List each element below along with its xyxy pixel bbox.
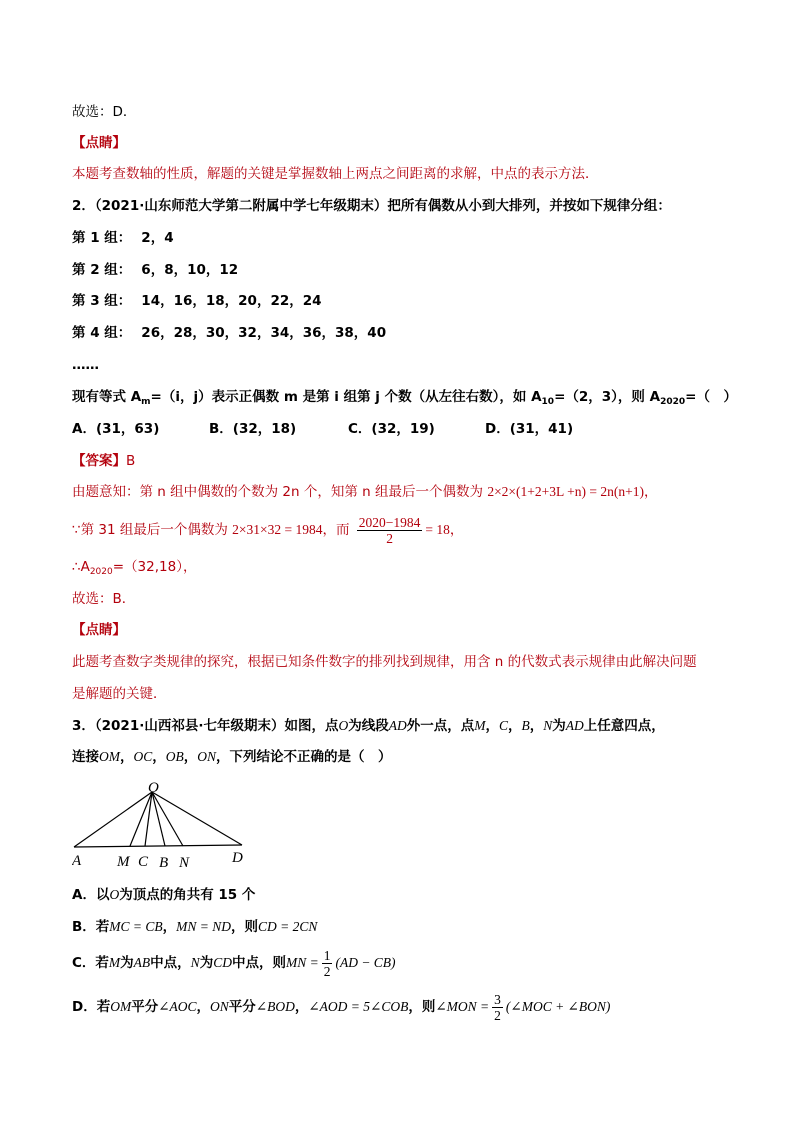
option-b: B．(32，18) [209,421,297,437]
q2-condition [72,387,737,412]
equation: (∠MOC + ∠BON) [505,999,611,1014]
fraction-denominator: 2 [323,963,331,979]
solution-text: =（32,18）， [112,559,197,575]
comma: ， [152,749,166,765]
option-text: 平分 [131,999,159,1015]
equation: MC = CB [109,919,163,934]
q2-solution-end: 故选：B． [72,591,136,607]
option-text: 中点， [150,955,191,971]
comma: ， [485,718,499,734]
stem-text: ，下列结论不正确的是（ ） [216,749,392,765]
q2-group-2 [72,260,238,280]
subscript-m: m [141,397,151,407]
option-text: ，则 [231,919,259,935]
q2-solution-line-2 [72,514,463,546]
cond-part: =（2，3），则 A [554,389,661,405]
label-m: M [117,854,130,870]
solution-formula: 2×31×32 = 1984 [232,522,323,537]
segment-ad: AD [565,718,584,733]
fraction [357,515,423,546]
label-n: N [179,855,190,871]
segment-cd: CD [213,955,232,970]
stem-text: 上任意四点， [583,718,665,734]
equation: MN = ND [176,919,232,934]
option-text: 平分 [228,999,256,1015]
segment-od [152,792,242,845]
subscript-2020: 2020 [89,567,113,577]
q2-answer [72,451,135,471]
ray-ob: OB [165,749,184,764]
label-b: B [159,855,169,871]
solution-text: ，而 [322,522,350,538]
option-a: A．(31，63) [72,421,160,437]
option-text: 为 [199,955,214,971]
q2-ellipsis: …… [72,357,99,373]
stem-text: 为线段 [348,718,389,734]
label-d: D [232,850,243,866]
segment-on [152,792,183,846]
segment-ob [152,792,165,846]
q2-solution-line-3 [72,557,196,582]
point-n: N [543,718,553,733]
group-label: 第 3 组： [72,293,132,309]
equation: ∠AOD = 5∠COB [308,999,409,1014]
option-text: D．若 [72,999,111,1015]
answer-value: B [126,453,136,469]
q2-comment-line-2: 是解题的关键． [72,686,167,702]
q2-stem: 2．（2021·山东师范大学第二附属中学七年级期末）把所有偶数从小到大排列，并按如下规律分组： [72,198,671,214]
segment-ab: AB [133,955,151,970]
answer-tag: 【答案】 [72,453,126,469]
fraction-half [322,948,333,979]
point-m: M [108,955,121,970]
equation: (AD − CB) [335,955,396,970]
fraction-denominator: 2 [494,1007,501,1023]
stem-text: 3．（2021·山西祁县·七年级期末）如图，点 [72,718,339,734]
q2-group-3 [72,291,322,311]
angle-bod: ∠BOD [255,999,295,1014]
option-c: C．(32，19) [348,421,435,437]
segment-ad: AD [388,718,407,733]
fraction-numerator: 3 [494,991,501,1007]
comma: ， [294,999,309,1015]
q3-stem-line-1 [72,716,665,736]
q3-option-b [72,917,317,937]
label-a: A [72,853,82,869]
cond-part: =（ ） [685,389,737,405]
fraction-numerator: 2020−1984 [358,514,421,530]
ray-om: OM [110,999,132,1014]
stem-text: 外一点，点 [406,718,475,734]
group-numbers: 2，4 [141,230,174,246]
equation: ∠MON = [435,999,490,1014]
comma: ， [183,749,198,765]
comment-tag: 【点睛】 [72,135,126,151]
point-o: O [109,887,120,902]
option-text: 为顶点的角共有 15 个 [119,887,256,903]
option-text: A．以 [72,887,110,903]
point-b: B [521,718,530,733]
ray-on: ON [197,749,217,764]
q3-option-a [72,885,255,905]
equation: MN = [285,955,319,970]
fraction-numerator: 1 [323,947,331,963]
geometry-figure [72,780,262,875]
point-n: N [190,955,200,970]
group-numbers: 14，16，18，20，22，24 [141,293,322,309]
fraction-denominator: 2 [386,530,393,546]
ray-om: OM [99,749,120,764]
solution-formula: = 18， [425,522,464,537]
q3-stem-line-2 [72,747,392,767]
solution-text: ∴A [72,559,90,575]
comma: ， [162,919,177,935]
ray-oc: OC [133,749,153,764]
group-label: 第 4 组： [72,325,132,341]
q3-option-c [72,947,396,979]
group-numbers: 6，8，10，12 [141,262,239,278]
q3-option-d [72,991,610,1023]
comment-text: 本题考查数轴的性质，解题的关键是掌握数轴上两点之间距离的求解，中点的表示方法． [72,166,599,182]
stem-text: 为 [552,718,566,734]
q2-group-4 [72,323,386,343]
label-o: O [148,780,159,796]
previous-answer-line: 故选：D． [72,104,137,120]
fraction-three-halves [492,992,503,1023]
point-c: C [498,718,508,733]
label-c: C [138,854,149,870]
option-text: 为 [120,955,134,971]
group-label: 第 2 组： [72,262,132,278]
solution-text: ∵第 31 组最后一个偶数为 [72,522,228,538]
option-text: ，则 [408,999,436,1015]
cond-part: 现有等式 A [72,389,142,405]
subscript-10: 10 [541,397,555,407]
option-text: 中点，则 [231,955,286,971]
point-m: M [474,718,486,733]
solution-formula: 2×2×(1+2+3L +n) = 2n(n+1)， [487,484,658,499]
equation: CD = 2CN [258,919,318,934]
group-label: 第 1 组： [72,230,132,246]
solution-text: 由题意知：第 n 组中偶数的个数为 2n 个，知第 n 组最后一个偶数为 [72,484,484,500]
angle-aoc: ∠AOC [158,999,197,1014]
comma: ， [529,718,544,734]
comma: ， [120,749,134,765]
comma: ， [508,718,522,734]
q2-comment-line-1: 此题考查数字类规律的探究，根据已知条件数字的排列找到规律，用含 n 的代数式表示规律由此解决问题 [72,654,697,670]
q2-comment-tag: 【点睛】 [72,622,126,638]
segment-ad [74,845,242,847]
point-o: O [338,718,349,733]
group-numbers: 26，28，30，32，34，36，38，40 [141,325,387,341]
ray-on: ON [210,999,229,1014]
stem-text: 连接 [72,749,99,765]
subscript-2020: 2020 [660,397,686,407]
option-text: B．若 [72,919,110,935]
cond-part: =（i，j）表示正偶数 m 是第 i 组第 j 个数（从左往右数），如 A [150,389,542,405]
option-d: D．(31，41) [485,421,574,437]
q2-solution-line-1 [72,482,657,502]
comma: ， [196,999,211,1015]
option-text: C．若 [72,955,109,971]
q2-group-1 [72,228,174,248]
